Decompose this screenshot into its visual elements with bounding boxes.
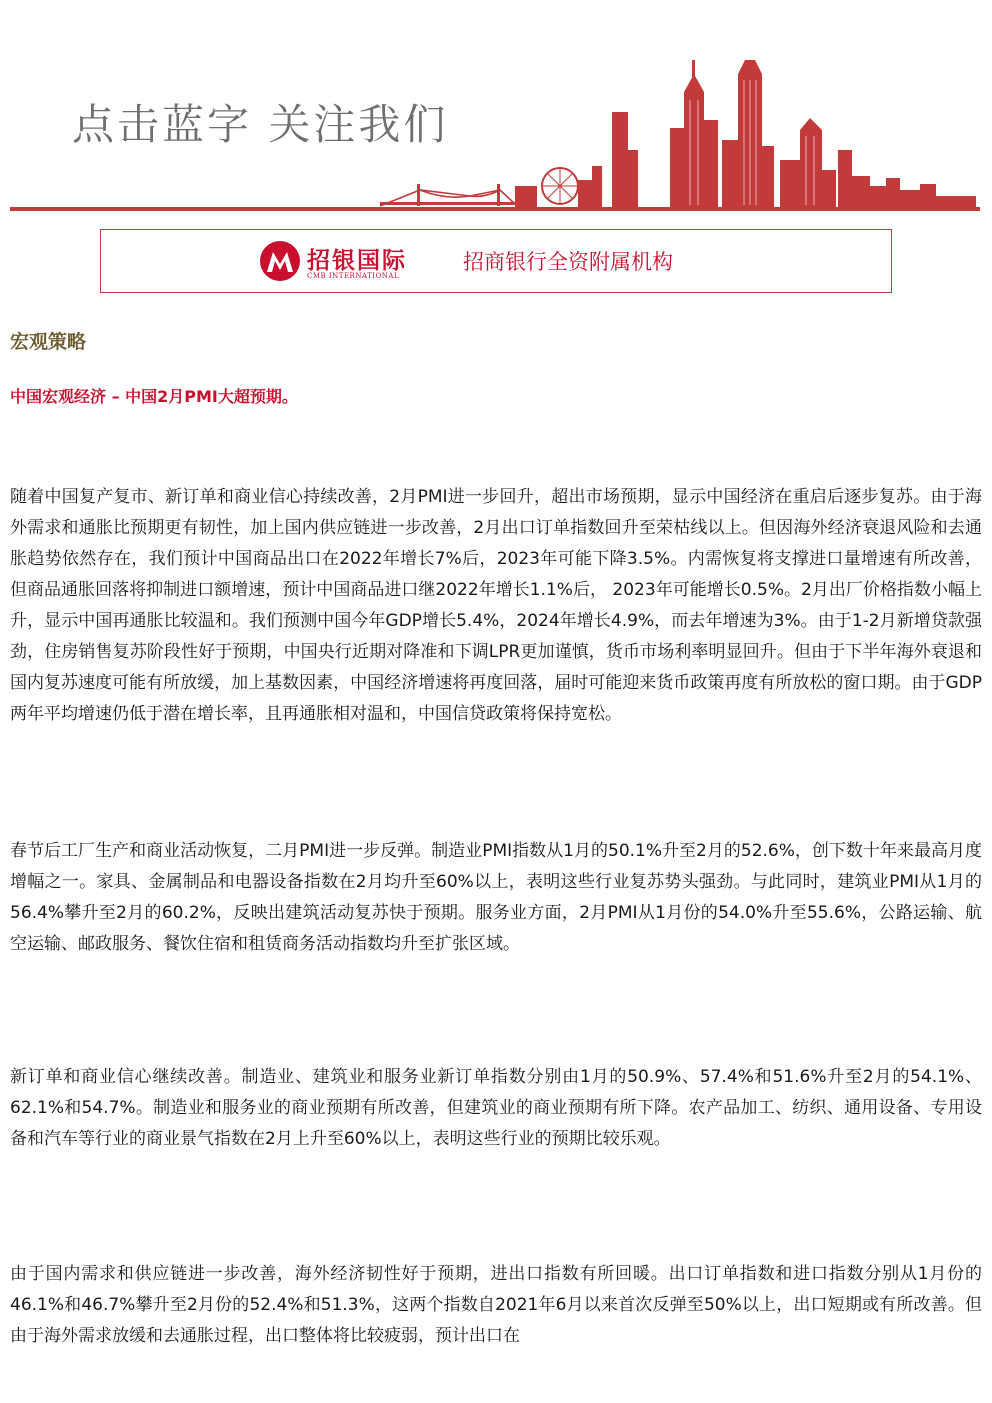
cmbi-logo-icon bbox=[259, 240, 301, 282]
body-paragraph: 由于国内需求和供应链进一步改善，海外经济韧性好于预期，进出口指数有所回暖。出口订单指数和进口指数分别从1月份的46.1%和46.7%攀升至2月份的52.4%和51.3%，这两个指数自2021年6月以来首次反弹至50%以上，出口短期或有所改善。但由于海外需求放缓和去通胀过程，出口整体将比较疲弱，预计出口在 bbox=[10, 1264, 982, 1346]
city-skyline-illustration bbox=[0, 0, 992, 220]
body-paragraph: 新订单和商业信心继续改善。制造业、建筑业和服务业新订单指数分别由1月的50.9%、57.4%和51.6%升至2月的54.1%、62.1%和54.7%。制造业和服务业的商业预期有所改善，但建筑业的商业预期有所下降。农产品加工、纺织、通用设备、专用设备和汽车等行业的商业景气指数在2月上升至60%以上，表明这些行业的预期比较乐观。 bbox=[10, 1067, 982, 1149]
follow-us-slogan[interactable]: 点击蓝字 关注我们 bbox=[72, 100, 449, 149]
cmbi-banner bbox=[100, 229, 892, 293]
body-paragraph: 随着中国复产复市、新订单和商业信心持续改善，2月PMI进一步回升，超出市场预期，显示中国经济在重启后逐步复苏。由于海外需求和通胀比预期更有韧性，加上国内供应链进一步改善，2月出口订单指数回升至荣枯线以上。但因海外经济衰退风险和去通胀趋势依然存在，我们预计中国商品出口在2022年增长7%后，2023年可能下降3.5%。内需恢复将支撑进口量增速有所改善，但商品通胀回落将抑制进口额增速，预计中国商品进口继2022年增长1.1%后， 2023年可能增长0.5%。2月出厂价格指数小幅上升，显示中国再通胀比较温和。我们预测中国今年GDP增长5.4%，2024年增长4.9%，而去年增速为3%。由于1-2月新增贷款强劲，住房销售复苏阶段性好于预期，中国央行近期对降准和下调LPR更加谨慎，货币市场利率明显回升。但由于下半年海外衰退和国内复苏速度可能有所放缓，加上基数因素，中国经济增速将再度回落，届时可能迎来货币政策再度有所放松的窗口期。由于GDP两年平均增速仍低于潜在增长率，且再通胀相对温和，中国信贷政策将保持宽松。 bbox=[10, 487, 982, 724]
body-paragraph: 春节后工厂生产和商业活动恢复，二月PMI进一步反弹。制造业PMI指数从1月的50.1%升至2月的52.6%，创下数十年来最高月度增幅之一。家具、金属制品和电器设备指数在2月均升至60%以上，表明这些行业复苏势头强劲。与此同时，建筑业PMI从1月的56.4%攀升至2月的60.2%，反映出建筑活动复苏快于预期。服务业方面，2月PMI从1月份的54.0%升至55.6%，公路运输、航空运输、邮政服务、餐饮住宿和租赁商务活动指数均升至扩张区域。 bbox=[10, 841, 982, 954]
logo-chinese-name: 招银国际 bbox=[307, 248, 407, 274]
logo-english-name: CMB INTERNATIONAL bbox=[307, 272, 400, 280]
article-title: 中国宏观经济 – 中国2月PMI大超预期。 bbox=[10, 387, 298, 406]
banner-tagline: 招商银行全资附属机构 bbox=[463, 250, 673, 274]
page-header bbox=[0, 0, 992, 220]
section-label: 宏观策略 bbox=[10, 331, 87, 353]
